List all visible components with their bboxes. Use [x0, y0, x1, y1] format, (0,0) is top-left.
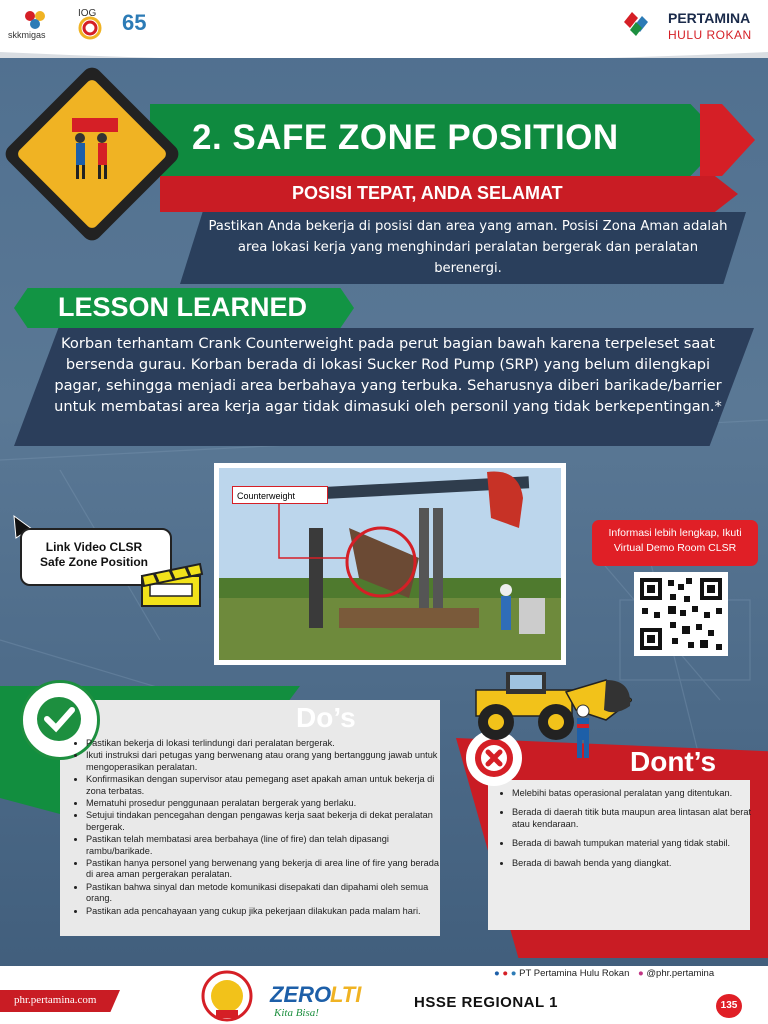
list-item: • Pastikan bahwa sinyal dan metode komunikasi disepakati dan dipahami oleh semua orang.: [86, 882, 448, 905]
hsse-label: HSSE REGIONAL 1: [414, 994, 558, 1011]
list-item: • Melebihi batas operasional peralatan yang ditentukan.: [512, 788, 760, 799]
iog-logo: [72, 4, 110, 44]
list-item: • Mematuhi prosedur penggunaan peralatan bergerak yang berlaku.: [86, 798, 448, 809]
svg-text:Kita Bisa!: Kita Bisa!: [274, 1007, 319, 1019]
workers-icon: [64, 118, 124, 184]
list-item: • Setujui tindakan pencegahan dengan pengawas kerja saat bekerja di dekat peralatan bergerak.: [86, 810, 448, 833]
list-item: • Pastikan bekerja di lokasi terlindungi dari peralatan bergerak.: [86, 738, 448, 749]
wheel-loader-icon: [456, 670, 632, 744]
brand-name: PERTAMINA: [668, 10, 751, 26]
lesson-title: LESSON LEARNED: [58, 292, 308, 322]
brand-sub: HULU ROKAN: [668, 28, 752, 42]
skkmigas-text: skkmigas: [8, 30, 46, 40]
pertamina-logo-icon: [622, 8, 654, 36]
skkmigas-logo: [8, 4, 62, 44]
page-subtitle: POSISI TEPAT, ANDA SELAMAT: [292, 183, 563, 203]
clsr-logo: [198, 970, 256, 1022]
company-name[interactable]: PT Pertamina Hulu Rokan: [519, 968, 630, 979]
list-item: • Konfirmasikan dengan supervisor atau pemegang aset apakah aman untuk bekerja di zona terbatas.: [86, 774, 448, 797]
video-link-line2: Safe Zone Position: [39, 555, 148, 569]
counterweight-callout: Counterweight: [232, 486, 328, 504]
instagram-icon[interactable]: ●: [638, 968, 644, 979]
svg-text:IOG: IOG: [78, 8, 97, 19]
svg-text:ZERO: ZERO: [270, 982, 332, 1007]
info-text: Informasi lebih lengkap, Ikuti Virtual Demo Room CLSR: [608, 527, 742, 554]
social-bar: [494, 968, 714, 979]
youtube-icon[interactable]: ●: [502, 968, 509, 979]
list-item: • Pastikan hanya personel yang berwenang yang bekerja di area line of fire yang berada di area aman pergerakan peralatan.: [86, 858, 448, 881]
svg-text:LTI: LTI: [330, 982, 362, 1007]
anniversary-65-logo: [120, 4, 160, 44]
linkedin-icon[interactable]: ●: [510, 968, 517, 979]
top-bar: [0, 0, 768, 58]
intro-text: Pastikan Anda bekerja di posisi dan area yang aman. Posisi Zona Aman adalah area lokasi kerja yang menghindari peralatan bergerak dan peralatan berenergi.: [208, 219, 728, 276]
instagram-handle[interactable]: @phr.pertamina: [646, 968, 715, 979]
clapperboard-icon[interactable]: [140, 562, 204, 608]
call-135-badge: 135: [716, 994, 742, 1018]
lesson-text: Korban terhantam Crank Counterweight pada perut bagian bawah karena terpeleset saat bersenda gurau. Korban berada di lokasi Sucker Rod Pump (SRP) yang belum dilengkapi pagar, sehingga menjadi area berbahaya yang terbuka. Seharusnya diberi barikade/barrier untuk membatasi area kerja agar tidak dimasuki oleh personil yang tidak berkepentingan.*: [54, 335, 722, 415]
svg-text:65: 65: [122, 10, 147, 35]
dos-title: Do’s: [296, 702, 356, 733]
video-link-line1: Link Video CLSR: [45, 540, 143, 554]
dos-list: [70, 738, 448, 918]
zero-lti-logo: [268, 974, 388, 1020]
list-item: • Ikuti instruksi dari petugas yang berwenang atau orang yang bertanggung jawab untuk mengoperasikan peralatan.: [86, 750, 448, 773]
qr-code[interactable]: [634, 572, 728, 656]
worker-icon: [570, 704, 596, 760]
list-item: • Berada di bawah tumpukan material yang tidak stabil.: [512, 838, 760, 849]
footer-url[interactable]: phr.pertamina.com: [14, 994, 97, 1006]
donts-title: Dont’s: [630, 746, 717, 777]
list-item: • Berada di daerah titik buta maupun area lintasan alat berat atau kendaraan.: [512, 807, 760, 830]
page-title: 2. SAFE ZONE POSITION: [192, 118, 619, 157]
facebook-icon[interactable]: ●: [494, 968, 500, 979]
list-item: • Pastikan ada pencahayaan yang cukup jika pekerjaan dilakukan pada malam hari.: [86, 906, 448, 917]
list-item: • Berada di bawah benda yang diangkat.: [512, 858, 760, 869]
donts-list: [496, 788, 760, 877]
list-item: • Pastikan telah membatasi area berbahaya (line of fire) dan telah dipasangi rambu/barikade.: [86, 834, 448, 857]
